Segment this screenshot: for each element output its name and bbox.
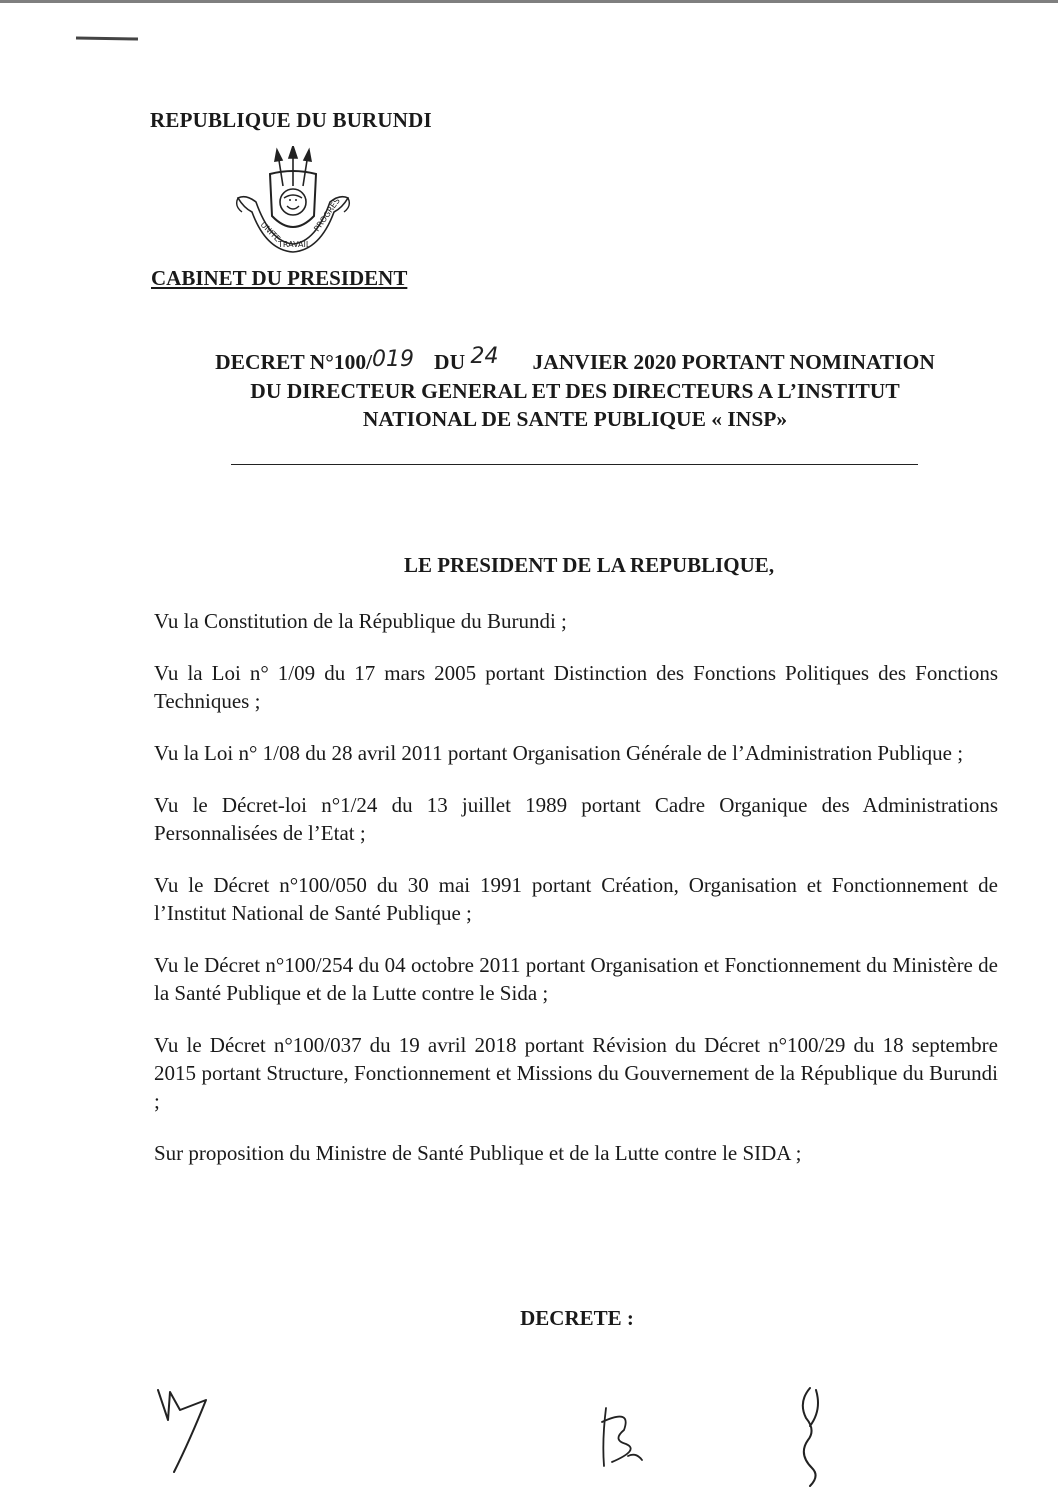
considerant-item: Vu le Décret n°100/254 du 04 octobre 2011 portant Organisation et Fonctionnement du Ministère de la Santé Publique et de la Lutte contre le Sida ;	[154, 953, 998, 1005]
republic-header: REPUBLIQUE DU BURUNDI	[150, 108, 432, 132]
decree-title-rest: JANVIER 2020 PORTANT NOMINATION	[532, 350, 935, 374]
operative-heading: DECRETE :	[520, 1306, 634, 1330]
svg-text:TRAVAIL: TRAVAIL	[278, 240, 311, 249]
authority-heading: LE PRESIDENT DE LA REPUBLIQUE,	[403, 553, 775, 577]
decree-number-prefix: DECRET N°100/	[215, 350, 373, 374]
considerant-item: Sur proposition du Ministre de Santé Publique et de la Lutte contre le SIDA ;	[154, 1141, 802, 1165]
considerant-item: Vu la Loi n° 1/08 du 28 avril 2011 portant Organisation Générale de l’Administration Publique ;	[154, 741, 964, 765]
handwritten-initial-middle	[592, 1400, 652, 1480]
considerants-list	[154, 607, 998, 1191]
considerant-item: Vu le Décret n°100/050 du 30 mai 1991 portant Création, Organisation et Fonctionnement de l’Institut National de Santé Publique ;	[154, 873, 998, 925]
considerant-item: Vu le Décret n°100/037 du 19 avril 2018 portant Révision du Décret n°100/29 du 18 septembre 2015 portant Structure, Fonctionnement et Missions du Gouvernement de la République du Burundi ;	[154, 1033, 998, 1113]
handwritten-decree-number: 019	[372, 347, 415, 372]
decree-title-line-3: NATIONAL DE SANTE PUBLIQUE « INSP»	[362, 407, 788, 431]
decree-title-line-2: DU DIRECTEUR GENERAL ET DES DIRECTEURS A L’INSTITUT	[250, 379, 900, 403]
svg-text:UNITE: UNITE	[258, 220, 283, 244]
decree-du: DU	[434, 350, 466, 374]
decree-title-line-1	[140, 344, 1010, 377]
scan-mark	[76, 36, 138, 40]
svg-text:PROGRES: PROGRES	[312, 196, 342, 234]
considerant-item: Vu le Décret-loi n°1/24 du 13 juillet 1989 portant Cadre Organique des Administrations Personnalisées de l’Etat ;	[154, 793, 998, 845]
title-divider	[231, 464, 918, 465]
considerant-item: Vu la Constitution de la République du Burundi ;	[154, 609, 567, 633]
decree-title	[140, 344, 1010, 433]
cabinet-header: CABINET DU PRESIDENT	[151, 266, 408, 290]
handwritten-decree-day: 24	[470, 344, 499, 369]
handwritten-initial-left	[150, 1380, 220, 1480]
scan-top-edge	[0, 0, 1058, 3]
considerant-item: Vu la Loi n° 1/09 du 17 mars 2005 portant Distinction des Fonctions Politiques des Fonctions Techniques ;	[154, 661, 998, 713]
coat-of-arms-icon	[226, 146, 360, 258]
handwritten-initial-right	[786, 1382, 836, 1492]
